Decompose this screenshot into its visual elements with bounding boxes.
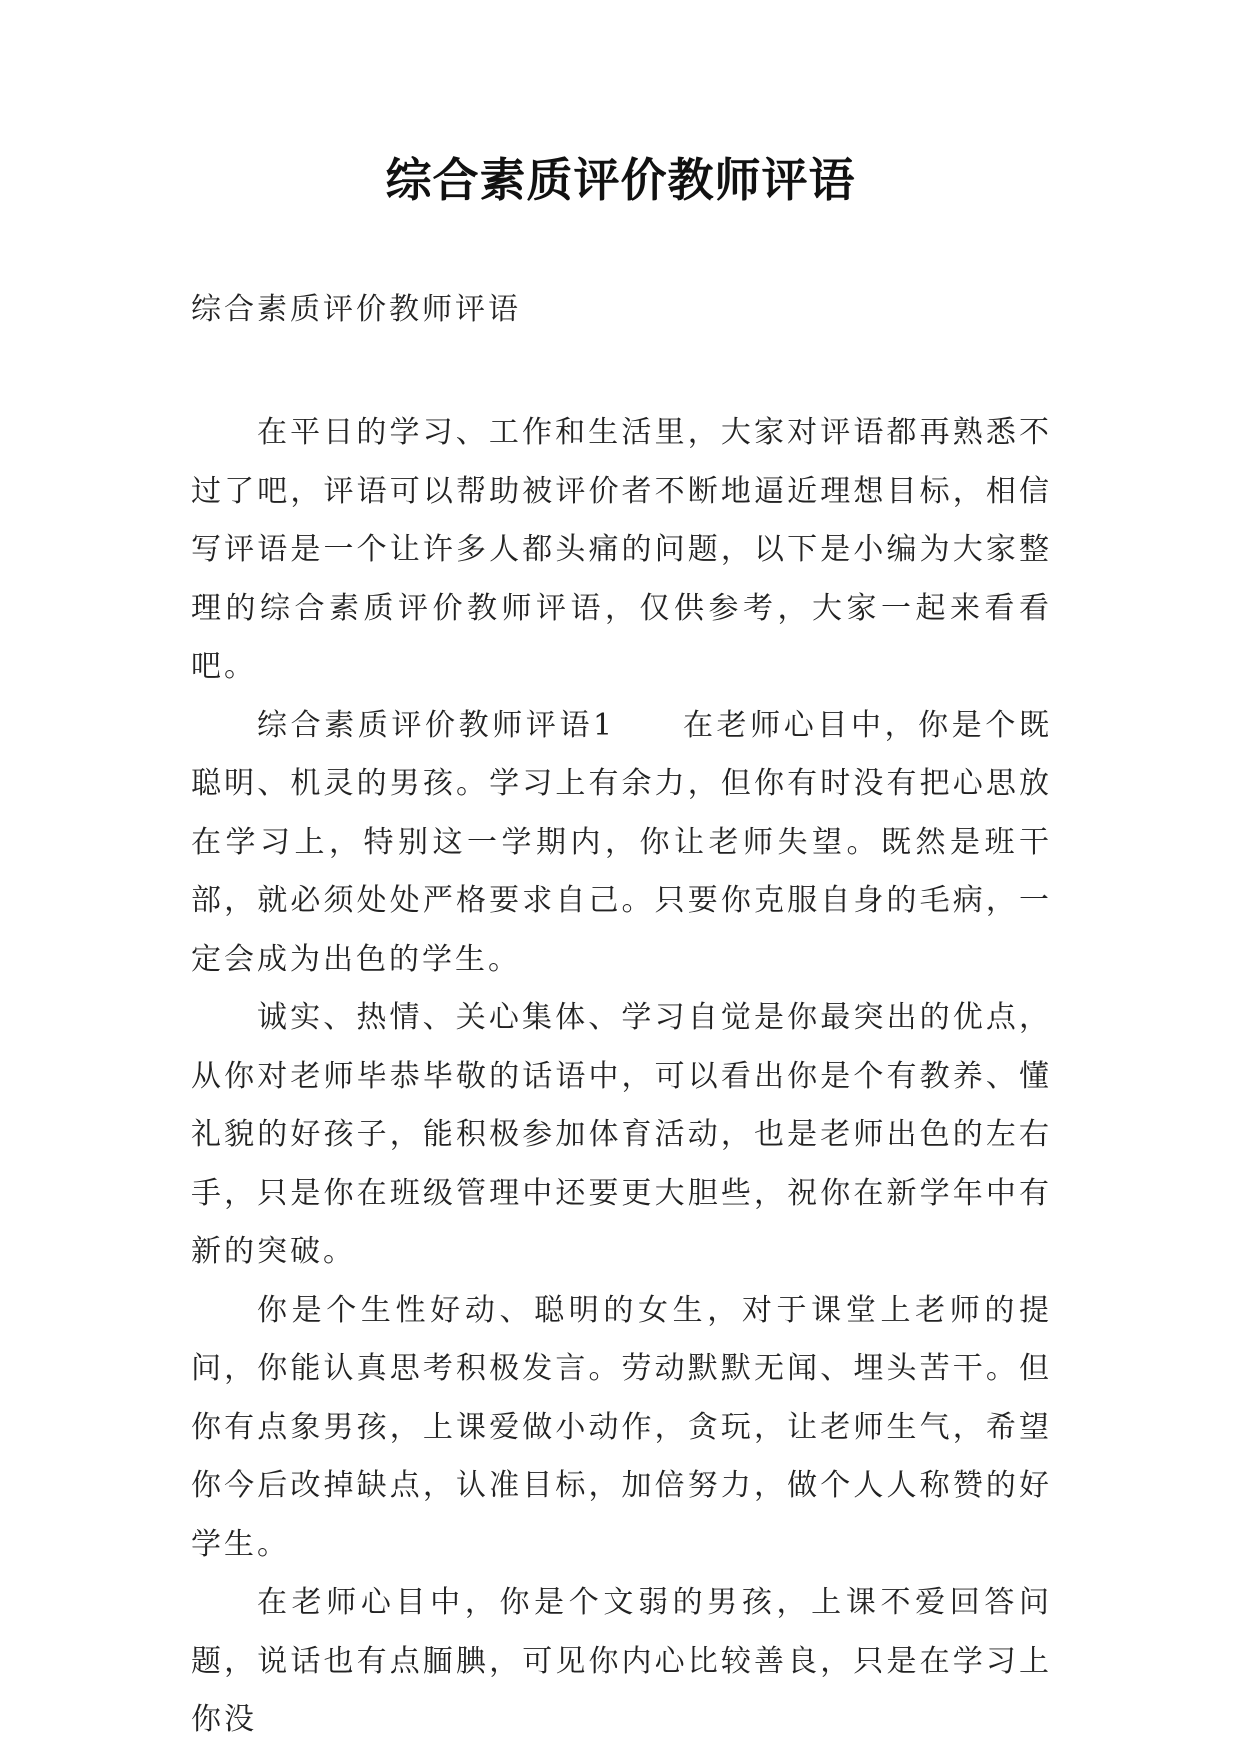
paragraph-intro: 在平日的学习、工作和生活里，大家对评语都再熟悉不过了吧，评语可以帮助被评价者不断地逼近理想目标，相信写评语是一个让许多人都头痛的问题，以下是小编为大家整理的综合素质评价教师评语，仅供参考，大家一起来看看吧。 [191, 415, 1052, 684]
document-title: 综合素质评价教师评语 [385, 153, 856, 207]
paragraph-comment-1: 综合素质评价教师评语1 在老师心目中，你是个既聪明、机灵的男孩。学习上有余力，但你有时没有把心思放在学习上，特别这一学期内，你让老师失望。既然是班干部，就必须处处严格要求自己。只要你克服自身的毛病，一定会成为出色的学生。 [191, 707, 1052, 977]
document-body [191, 404, 1052, 1750]
paragraph-comment-2: 诚实、热情、关心集体、学习自觉是你最突出的优点，从你对老师毕恭毕敬的话语中，可以看出你是个有教养、懂礼貌的好孩子，能积极参加体育活动，也是老师出色的左右手，只是你在班级管理中还要更大胆些，祝你在新学年中有新的突破。 [191, 1000, 1052, 1269]
paragraph-comment-3: 你是个生性好动、聪明的女生，对于课堂上老师的提问，你能认真思考积极发言。劳动默默无闻、埋头苦干。但你有点象男孩，上课爱做小动作，贪玩，让老师生气，希望你今后改掉缺点，认准目标，加倍努力，做个人人称赞的好学生。 [191, 1292, 1052, 1562]
paragraph-comment-4: 在老师心目中，你是个文弱的男孩，上课不爱回答问题，说话也有点腼腆，可见你内心比较善良，只是在学习上你没 [191, 1585, 1052, 1737]
document-subtitle: 综合素质评价教师评语 [191, 292, 521, 327]
